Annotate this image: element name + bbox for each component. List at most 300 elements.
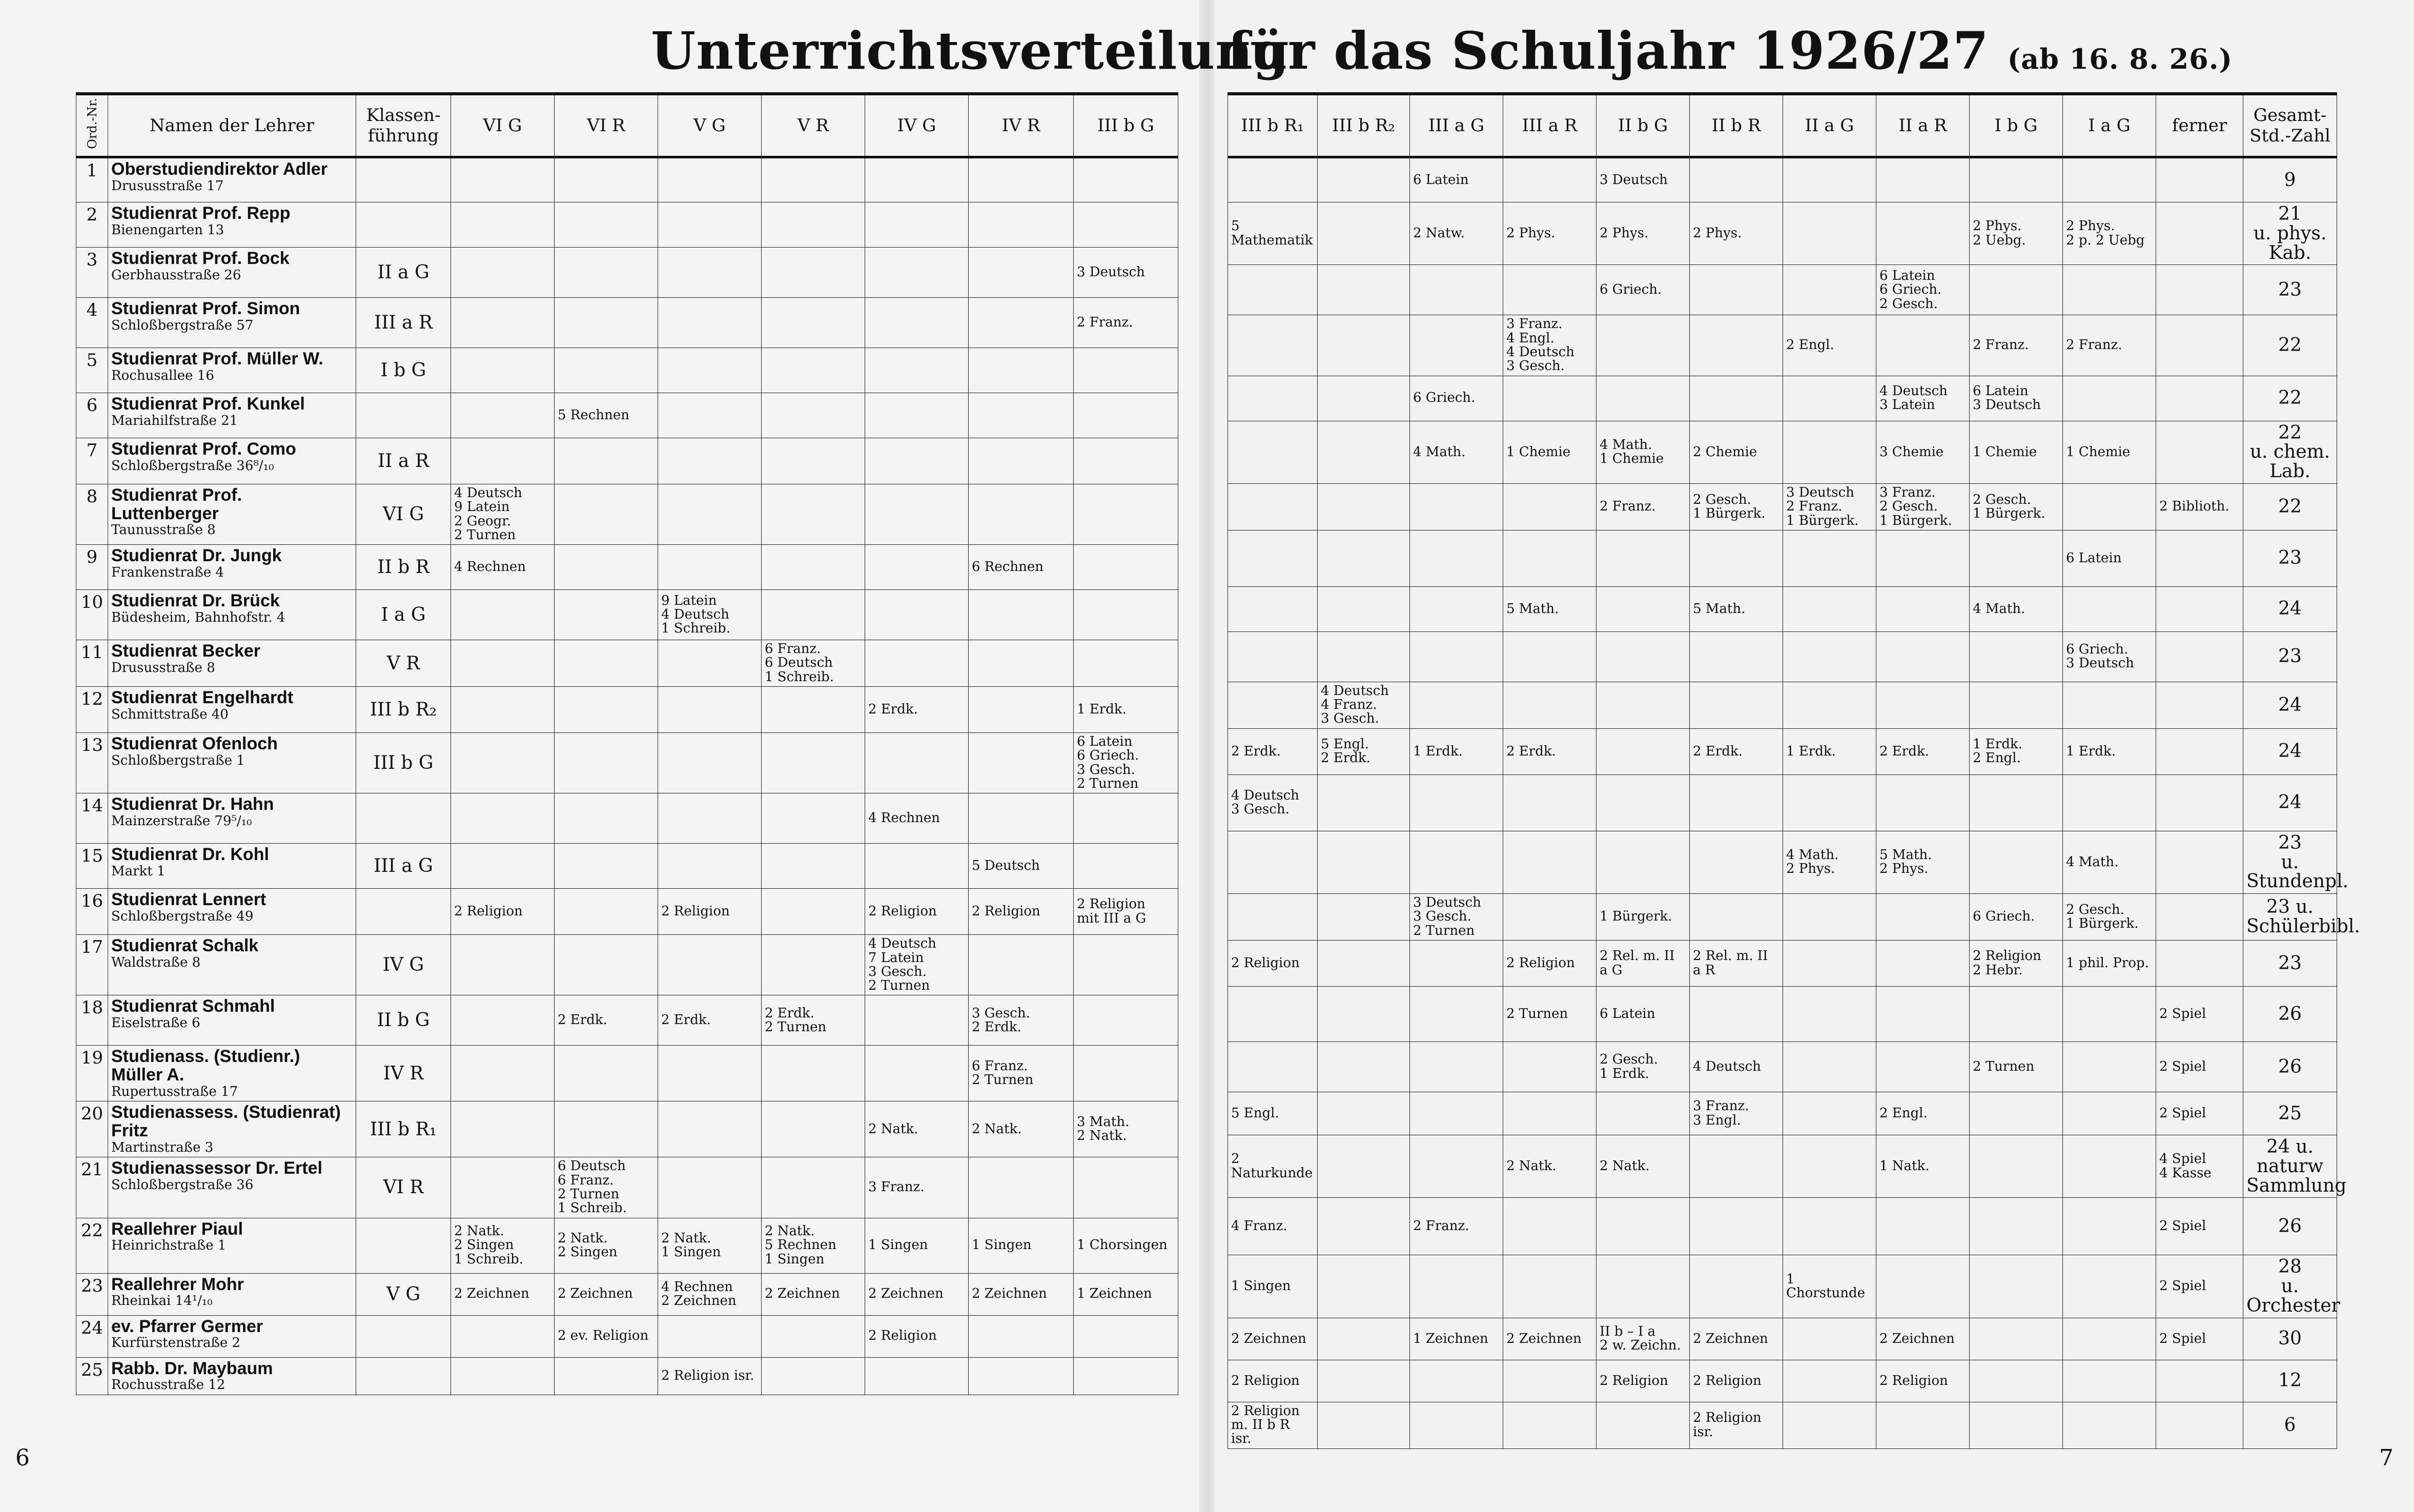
lesson-cell — [762, 590, 865, 640]
teacher-cell — [108, 793, 356, 844]
lesson-cell — [865, 248, 969, 298]
lesson-cell: 6 Franz. 2 Turnen — [969, 1046, 1074, 1101]
ord-nr-cell: 21 — [76, 1157, 108, 1218]
lesson-cell — [762, 844, 865, 889]
table-row — [76, 733, 1178, 793]
lesson-cell: 2 Phys. 2 p. 2 Uebg — [2063, 202, 2156, 265]
lesson-cell — [658, 1315, 762, 1357]
lesson-cell: 2 Religion — [451, 889, 555, 935]
table-row — [1228, 1402, 2337, 1448]
header-class-right: III b R₁ — [1228, 94, 1318, 157]
lesson-cell — [1597, 586, 1690, 631]
lesson-cell — [969, 1315, 1074, 1357]
lesson-cell — [1228, 894, 1318, 941]
klassenfuehrung-cell: III b G — [356, 733, 451, 793]
lesson-cell — [1228, 1042, 1318, 1092]
lesson-cell: 2 Religion 2 Hebr. — [1970, 941, 2063, 987]
lesson-cell: 2 Franz. — [1597, 483, 1690, 530]
lesson-cell — [865, 157, 969, 202]
lesson-cell — [762, 935, 865, 995]
lesson-cell — [1876, 894, 1970, 941]
lesson-cell: 2 Religion — [1690, 1360, 1783, 1402]
lesson-cell — [1783, 1402, 1876, 1448]
lesson-cell — [1876, 202, 1970, 265]
lesson-cell — [1597, 530, 1690, 586]
header-class-left: V G — [658, 94, 762, 157]
lesson-cell: 5 Rechnen — [555, 393, 658, 438]
lesson-cell: 2 Natk. 1 Singen — [658, 1218, 762, 1273]
teacher-name: Studienrat Prof. Luttenberger — [111, 485, 242, 523]
lesson-cell: 3 Franz. 3 Engl. — [1690, 1092, 1783, 1135]
lesson-cell — [555, 1046, 658, 1101]
ord-nr-cell: 13 — [76, 733, 108, 793]
lesson-cell — [1410, 987, 1503, 1042]
lesson-cell — [1410, 1360, 1503, 1402]
teacher-name: Studienrat Lennert — [111, 890, 267, 910]
lesson-cell: 2 Religion — [969, 889, 1074, 935]
teacher-cell — [108, 298, 356, 348]
lesson-cell — [969, 935, 1074, 995]
lesson-cell — [1783, 202, 1876, 265]
lesson-cell — [762, 393, 865, 438]
lesson-cell — [2156, 1360, 2243, 1402]
lesson-cell — [1783, 265, 1876, 315]
lesson-cell: 3 Chemie — [1876, 421, 1970, 483]
total-hours-cell: 25 — [2243, 1092, 2337, 1135]
teacher-cell — [108, 1101, 356, 1157]
klassenfuehrung-cell: III a R — [356, 298, 451, 348]
lesson-cell: 2 Zeichnen — [762, 1273, 865, 1315]
lesson-cell: 2 Zeichnen — [1228, 1318, 1318, 1360]
lesson-cell — [1970, 1360, 2063, 1402]
table-row — [76, 889, 1178, 935]
lesson-cell: 2 ev. Religion — [555, 1315, 658, 1357]
lesson-cell: 2 Turnen — [1970, 1042, 2063, 1092]
lesson-cell — [1876, 941, 1970, 987]
lesson-cell: 6 Franz. 6 Deutsch 1 Schreib. — [762, 640, 865, 687]
lesson-cell — [865, 348, 969, 393]
lesson-cell — [1410, 1042, 1503, 1092]
lesson-cell: 2 Zeichnen — [969, 1273, 1074, 1315]
table-row — [76, 348, 1178, 393]
total-hours-cell: 23 — [2243, 530, 2337, 586]
lesson-cell — [1318, 376, 1410, 421]
lesson-cell — [555, 202, 658, 248]
lesson-cell — [1690, 987, 1783, 1042]
lesson-cell — [1690, 894, 1783, 941]
lesson-cell: 2 Erdk. 2 Turnen — [762, 995, 865, 1046]
table-row — [1228, 1135, 2337, 1198]
lesson-cell — [1228, 157, 1318, 202]
lesson-cell — [762, 484, 865, 545]
lesson-cell — [2156, 631, 2243, 682]
lesson-cell — [1074, 1357, 1178, 1395]
lesson-cell — [1876, 1255, 1970, 1318]
lesson-cell — [762, 545, 865, 590]
table-row — [1228, 1092, 2337, 1135]
lesson-cell: 2 Engl. — [1876, 1092, 1970, 1135]
lesson-cell — [1228, 631, 1318, 682]
lesson-cell — [1970, 1198, 2063, 1255]
total-hours-cell: 23 — [2243, 265, 2337, 315]
lesson-cell — [1597, 1255, 1690, 1318]
lesson-cell — [1783, 376, 1876, 421]
lesson-cell — [1318, 1198, 1410, 1255]
lesson-cell: 3 Franz. 2 Gesch. 1 Bürgerk. — [1876, 483, 1970, 530]
ord-nr-cell: 18 — [76, 995, 108, 1046]
lesson-cell — [658, 935, 762, 995]
lesson-cell: 9 Latein 4 Deutsch 1 Schreib. — [658, 590, 762, 640]
lesson-cell — [1410, 586, 1503, 631]
table-row — [1228, 586, 2337, 631]
total-hours-cell: 28 u. Orchester — [2243, 1255, 2337, 1318]
lesson-cell — [1228, 421, 1318, 483]
lesson-cell: 2 Gesch. 1 Bürgerk. — [1970, 483, 2063, 530]
lesson-cell — [555, 1357, 658, 1395]
lesson-cell — [1783, 631, 1876, 682]
lesson-cell — [969, 298, 1074, 348]
lesson-cell — [1318, 265, 1410, 315]
ord-nr-cell: 10 — [76, 590, 108, 640]
lesson-cell: 1 Erdk. — [1410, 728, 1503, 774]
lesson-cell — [1970, 1318, 2063, 1360]
lesson-cell: 2 Religion — [1228, 1360, 1318, 1402]
ord-nr-cell: 2 — [76, 202, 108, 248]
lesson-cell — [1597, 376, 1690, 421]
lesson-cell — [1503, 265, 1597, 315]
teacher-name: Studienrat Prof. Müller W. — [111, 349, 323, 369]
lesson-cell — [1228, 530, 1318, 586]
table-row — [1228, 631, 2337, 682]
lesson-cell — [2063, 157, 2156, 202]
lesson-cell — [658, 438, 762, 484]
teacher-address: Schloßbergstraße 57 — [111, 317, 254, 333]
ord-nr-cell: 3 — [76, 248, 108, 298]
lesson-cell — [1783, 774, 1876, 831]
lesson-cell — [1074, 640, 1178, 687]
lesson-cell: 5 Mathematik — [1228, 202, 1318, 265]
table-row — [76, 1101, 1178, 1157]
lesson-cell — [865, 545, 969, 590]
lesson-cell — [1970, 1135, 2063, 1198]
lesson-cell — [1074, 393, 1178, 438]
lesson-cell — [1318, 421, 1410, 483]
teacher-address: Rochusstraße 12 — [111, 1377, 226, 1393]
lesson-cell — [1690, 265, 1783, 315]
teacher-address: Martinstraße 3 — [111, 1139, 214, 1155]
lesson-cell — [865, 640, 969, 687]
lesson-cell: 2 Erdk. — [1690, 728, 1783, 774]
klassenfuehrung-cell: II a R — [356, 438, 451, 484]
lesson-cell — [1410, 631, 1503, 682]
ord-nr-cell: 14 — [76, 793, 108, 844]
lesson-cell — [1074, 202, 1178, 248]
lesson-cell — [451, 640, 555, 687]
lesson-cell: 4 Math. — [1970, 586, 2063, 631]
lesson-cell — [1074, 1046, 1178, 1101]
lesson-cell — [1783, 941, 1876, 987]
lesson-cell: 1 Zeichnen — [1410, 1318, 1503, 1360]
lesson-cell — [969, 1357, 1074, 1395]
lesson-cell: 2 Spiel — [2156, 987, 2243, 1042]
lesson-cell: 2 Rel. m. II a G — [1597, 941, 1690, 987]
lesson-cell — [451, 1357, 555, 1395]
lesson-cell: 2 Natk. 5 Rechnen 1 Singen — [762, 1218, 865, 1273]
lesson-cell: 1 Bürgerk. — [1597, 894, 1690, 941]
lesson-cell — [969, 793, 1074, 844]
total-hours-cell: 22 — [2243, 483, 2337, 530]
teacher-cell — [108, 1157, 356, 1218]
total-hours-cell: 12 — [2243, 1360, 2337, 1402]
klassenfuehrung-cell — [356, 1357, 451, 1395]
lesson-cell — [1503, 1042, 1597, 1092]
lesson-cell — [1228, 682, 1318, 728]
lesson-cell: 4 Spiel 4 Kasse — [2156, 1135, 2243, 1198]
lesson-cell — [555, 935, 658, 995]
table-row — [1228, 530, 2337, 586]
lesson-cell — [451, 793, 555, 844]
table-row — [1228, 682, 2337, 728]
lesson-cell — [1503, 631, 1597, 682]
header-class-left: V R — [762, 94, 865, 157]
lesson-cell — [658, 687, 762, 733]
teacher-name: ev. Pfarrer Germer — [111, 1316, 263, 1336]
lesson-cell — [1597, 315, 1690, 376]
teacher-address: Waldstraße 8 — [111, 954, 201, 970]
lesson-cell — [969, 393, 1074, 438]
lesson-cell: 2 Naturkunde — [1228, 1135, 1318, 1198]
lesson-cell — [1074, 157, 1178, 202]
lesson-cell — [1690, 1135, 1783, 1198]
lesson-cell: 4 Franz. — [1228, 1198, 1318, 1255]
lesson-cell — [658, 733, 762, 793]
lesson-cell — [969, 733, 1074, 793]
lesson-cell — [1876, 631, 1970, 682]
lesson-cell — [1503, 831, 1597, 893]
table-row — [1228, 1198, 2337, 1255]
lesson-cell: 2 Natk. 2 Singen 1 Schreib. — [451, 1218, 555, 1273]
lesson-cell: 2 Phys. — [1597, 202, 1690, 265]
ord-nr-cell: 22 — [76, 1218, 108, 1273]
lesson-cell: 5 Deutsch — [969, 844, 1074, 889]
lesson-cell — [2063, 265, 2156, 315]
teacher-cell — [108, 935, 356, 995]
lesson-cell: 4 Math. — [2063, 831, 2156, 893]
lesson-cell — [2063, 1360, 2156, 1402]
lesson-cell — [762, 687, 865, 733]
ord-nr-cell: 25 — [76, 1357, 108, 1395]
lesson-cell — [451, 202, 555, 248]
lesson-cell — [451, 1046, 555, 1101]
lesson-cell — [1690, 1198, 1783, 1255]
lesson-cell: 2 Spiel — [2156, 1198, 2243, 1255]
table-row — [76, 202, 1178, 248]
lesson-cell — [1690, 1255, 1783, 1318]
lesson-cell: 2 Religion m. II b R isr. — [1228, 1402, 1318, 1448]
right-title-subtitle: (ab 16. 8. 26.) — [2007, 43, 2233, 75]
teacher-address: Heinrichstraße 1 — [111, 1238, 227, 1254]
lesson-cell — [451, 935, 555, 995]
klassenfuehrung-cell: VI G — [356, 484, 451, 545]
lesson-cell — [2156, 728, 2243, 774]
ord-nr-cell: 11 — [76, 640, 108, 687]
table-row — [76, 1273, 1178, 1315]
table-row — [76, 438, 1178, 484]
lesson-cell: 2 Phys. — [1690, 202, 1783, 265]
lesson-cell: 1 Erdk. — [2063, 728, 2156, 774]
lesson-cell — [2156, 586, 2243, 631]
table-row — [1228, 483, 2337, 530]
lesson-cell: 2 Franz. — [1970, 315, 2063, 376]
header-class-right: III b R₂ — [1318, 94, 1410, 157]
lesson-cell — [451, 348, 555, 393]
lesson-cell: 2 Natk. 2 Singen — [555, 1218, 658, 1273]
table-row — [1228, 894, 2337, 941]
teacher-cell — [108, 393, 356, 438]
teacher-address: Taunusstraße 8 — [111, 522, 216, 538]
total-hours-cell: 22 u. chem. Lab. — [2243, 421, 2337, 483]
lesson-cell — [451, 733, 555, 793]
lesson-cell: 1 Chemie — [1503, 421, 1597, 483]
lesson-cell — [451, 1157, 555, 1218]
lesson-cell: 2 Religion — [865, 1315, 969, 1357]
lesson-cell — [1970, 265, 2063, 315]
lesson-cell: 2 Engl. — [1783, 315, 1876, 376]
lesson-cell — [555, 889, 658, 935]
lesson-cell: 4 Rechnen — [865, 793, 969, 844]
lesson-cell — [1410, 941, 1503, 987]
lesson-cell — [1228, 586, 1318, 631]
lesson-cell — [1074, 438, 1178, 484]
teacher-name: Studienrat Ofenloch — [111, 734, 278, 754]
lesson-cell — [1970, 1402, 2063, 1448]
lesson-cell — [555, 733, 658, 793]
lesson-cell: 2 Turnen — [1503, 987, 1597, 1042]
lesson-cell: 2 Religion isr. — [658, 1357, 762, 1395]
lesson-cell: 4 Deutsch 4 Franz. 3 Gesch. — [1318, 682, 1410, 728]
header-class-left: IV R — [969, 94, 1074, 157]
lesson-cell: 6 Rechnen — [969, 545, 1074, 590]
lesson-cell: 4 Math. 2 Phys. — [1783, 831, 1876, 893]
lesson-cell — [2156, 530, 2243, 586]
total-hours-cell: 23 u. Stundenpl. — [2243, 831, 2337, 893]
lesson-cell — [658, 1157, 762, 1218]
lesson-cell — [865, 844, 969, 889]
lesson-cell — [1876, 774, 1970, 831]
lesson-cell — [762, 202, 865, 248]
lesson-cell — [1597, 1198, 1690, 1255]
lesson-cell — [2156, 376, 2243, 421]
table-row — [76, 590, 1178, 640]
lesson-cell — [1597, 631, 1690, 682]
lesson-cell: 4 Rechnen 2 Zeichnen — [658, 1273, 762, 1315]
klassenfuehrung-cell: IV G — [356, 935, 451, 995]
lesson-cell — [1690, 157, 1783, 202]
klassenfuehrung-cell — [356, 793, 451, 844]
teacher-address: Gerbhausstraße 26 — [111, 267, 241, 283]
lesson-cell: 2 Erdk. — [1876, 728, 1970, 774]
total-hours-cell: 24 — [2243, 682, 2337, 728]
book-gutter — [1199, 0, 1215, 1512]
lesson-cell: 2 Natk. — [865, 1101, 969, 1157]
teacher-name: Studienrat Prof. Simon — [111, 299, 300, 318]
lesson-cell — [1503, 1402, 1597, 1448]
header-class-left: VI G — [451, 94, 555, 157]
lesson-cell — [451, 1101, 555, 1157]
lesson-cell — [1318, 987, 1410, 1042]
lesson-cell — [1318, 831, 1410, 893]
klassenfuehrung-cell — [356, 393, 451, 438]
teacher-cell — [108, 157, 356, 202]
lesson-cell: 4 Deutsch — [1690, 1042, 1783, 1092]
teacher-address: Eiselstraße 6 — [111, 1015, 200, 1031]
table-row — [76, 545, 1178, 590]
teacher-cell — [108, 1273, 356, 1315]
lesson-cell — [1228, 315, 1318, 376]
lesson-cell — [969, 484, 1074, 545]
header-class-right: II b G — [1597, 94, 1690, 157]
lesson-cell: 1 Erdk. — [1074, 687, 1178, 733]
ord-nr-cell: 15 — [76, 844, 108, 889]
table-row — [1228, 315, 2337, 376]
lesson-cell — [1783, 1092, 1876, 1135]
lesson-cell — [1410, 1255, 1503, 1318]
lesson-cell: 4 Math. 1 Chemie — [1597, 421, 1690, 483]
lesson-cell — [1783, 157, 1876, 202]
table-row — [1228, 1318, 2337, 1360]
lesson-cell — [555, 545, 658, 590]
teacher-cell — [108, 733, 356, 793]
lesson-cell — [1876, 315, 1970, 376]
total-hours-cell: 21 u. phys. Kab. — [2243, 202, 2337, 265]
lesson-cell: 2 Chemie — [1690, 421, 1783, 483]
lesson-cell — [555, 1101, 658, 1157]
header-class-right: II b R — [1690, 94, 1783, 157]
teacher-address: Schloßbergstraße 36 — [111, 1177, 254, 1193]
table-row — [76, 484, 1178, 545]
lesson-cell — [762, 793, 865, 844]
teacher-address: Schloßbergstraße 36⁸/₁₀ — [111, 458, 274, 474]
lesson-cell — [1228, 831, 1318, 893]
lesson-cell: 2 Gesch. 1 Bürgerk. — [2063, 894, 2156, 941]
lesson-cell — [1410, 682, 1503, 728]
lesson-cell — [658, 298, 762, 348]
lesson-cell: 2 Religion — [1228, 941, 1318, 987]
teacher-cell — [108, 1315, 356, 1357]
lesson-cell — [2156, 774, 2243, 831]
klassenfuehrung-cell: I b G — [356, 348, 451, 393]
lesson-cell — [451, 248, 555, 298]
lesson-cell: 2 Erdk. — [555, 995, 658, 1046]
lesson-cell: 1 Singen — [865, 1218, 969, 1273]
teacher-name: Studienrat Dr. Hahn — [111, 794, 274, 814]
lesson-cell — [969, 248, 1074, 298]
teacher-address: Mainzerstraße 79⁵/₁₀ — [111, 813, 252, 829]
lesson-cell: 4 Rechnen — [451, 545, 555, 590]
lesson-cell — [1074, 545, 1178, 590]
lesson-cell — [2063, 1255, 2156, 1318]
lesson-cell: 1 Erdk. — [1783, 728, 1876, 774]
lesson-cell — [555, 484, 658, 545]
lesson-cell — [1876, 530, 1970, 586]
lesson-cell: 2 Religion isr. — [1690, 1402, 1783, 1448]
lesson-cell: 6 Deutsch 6 Franz. 2 Turnen 1 Schreib. — [555, 1157, 658, 1218]
lesson-cell: 2 Phys. 2 Uebg. — [1970, 202, 2063, 265]
table-row — [76, 1157, 1178, 1218]
lesson-cell: 2 Religion — [1503, 941, 1597, 987]
total-hours-cell: 23 — [2243, 941, 2337, 987]
teacher-address: Bienengarten 13 — [111, 222, 224, 238]
